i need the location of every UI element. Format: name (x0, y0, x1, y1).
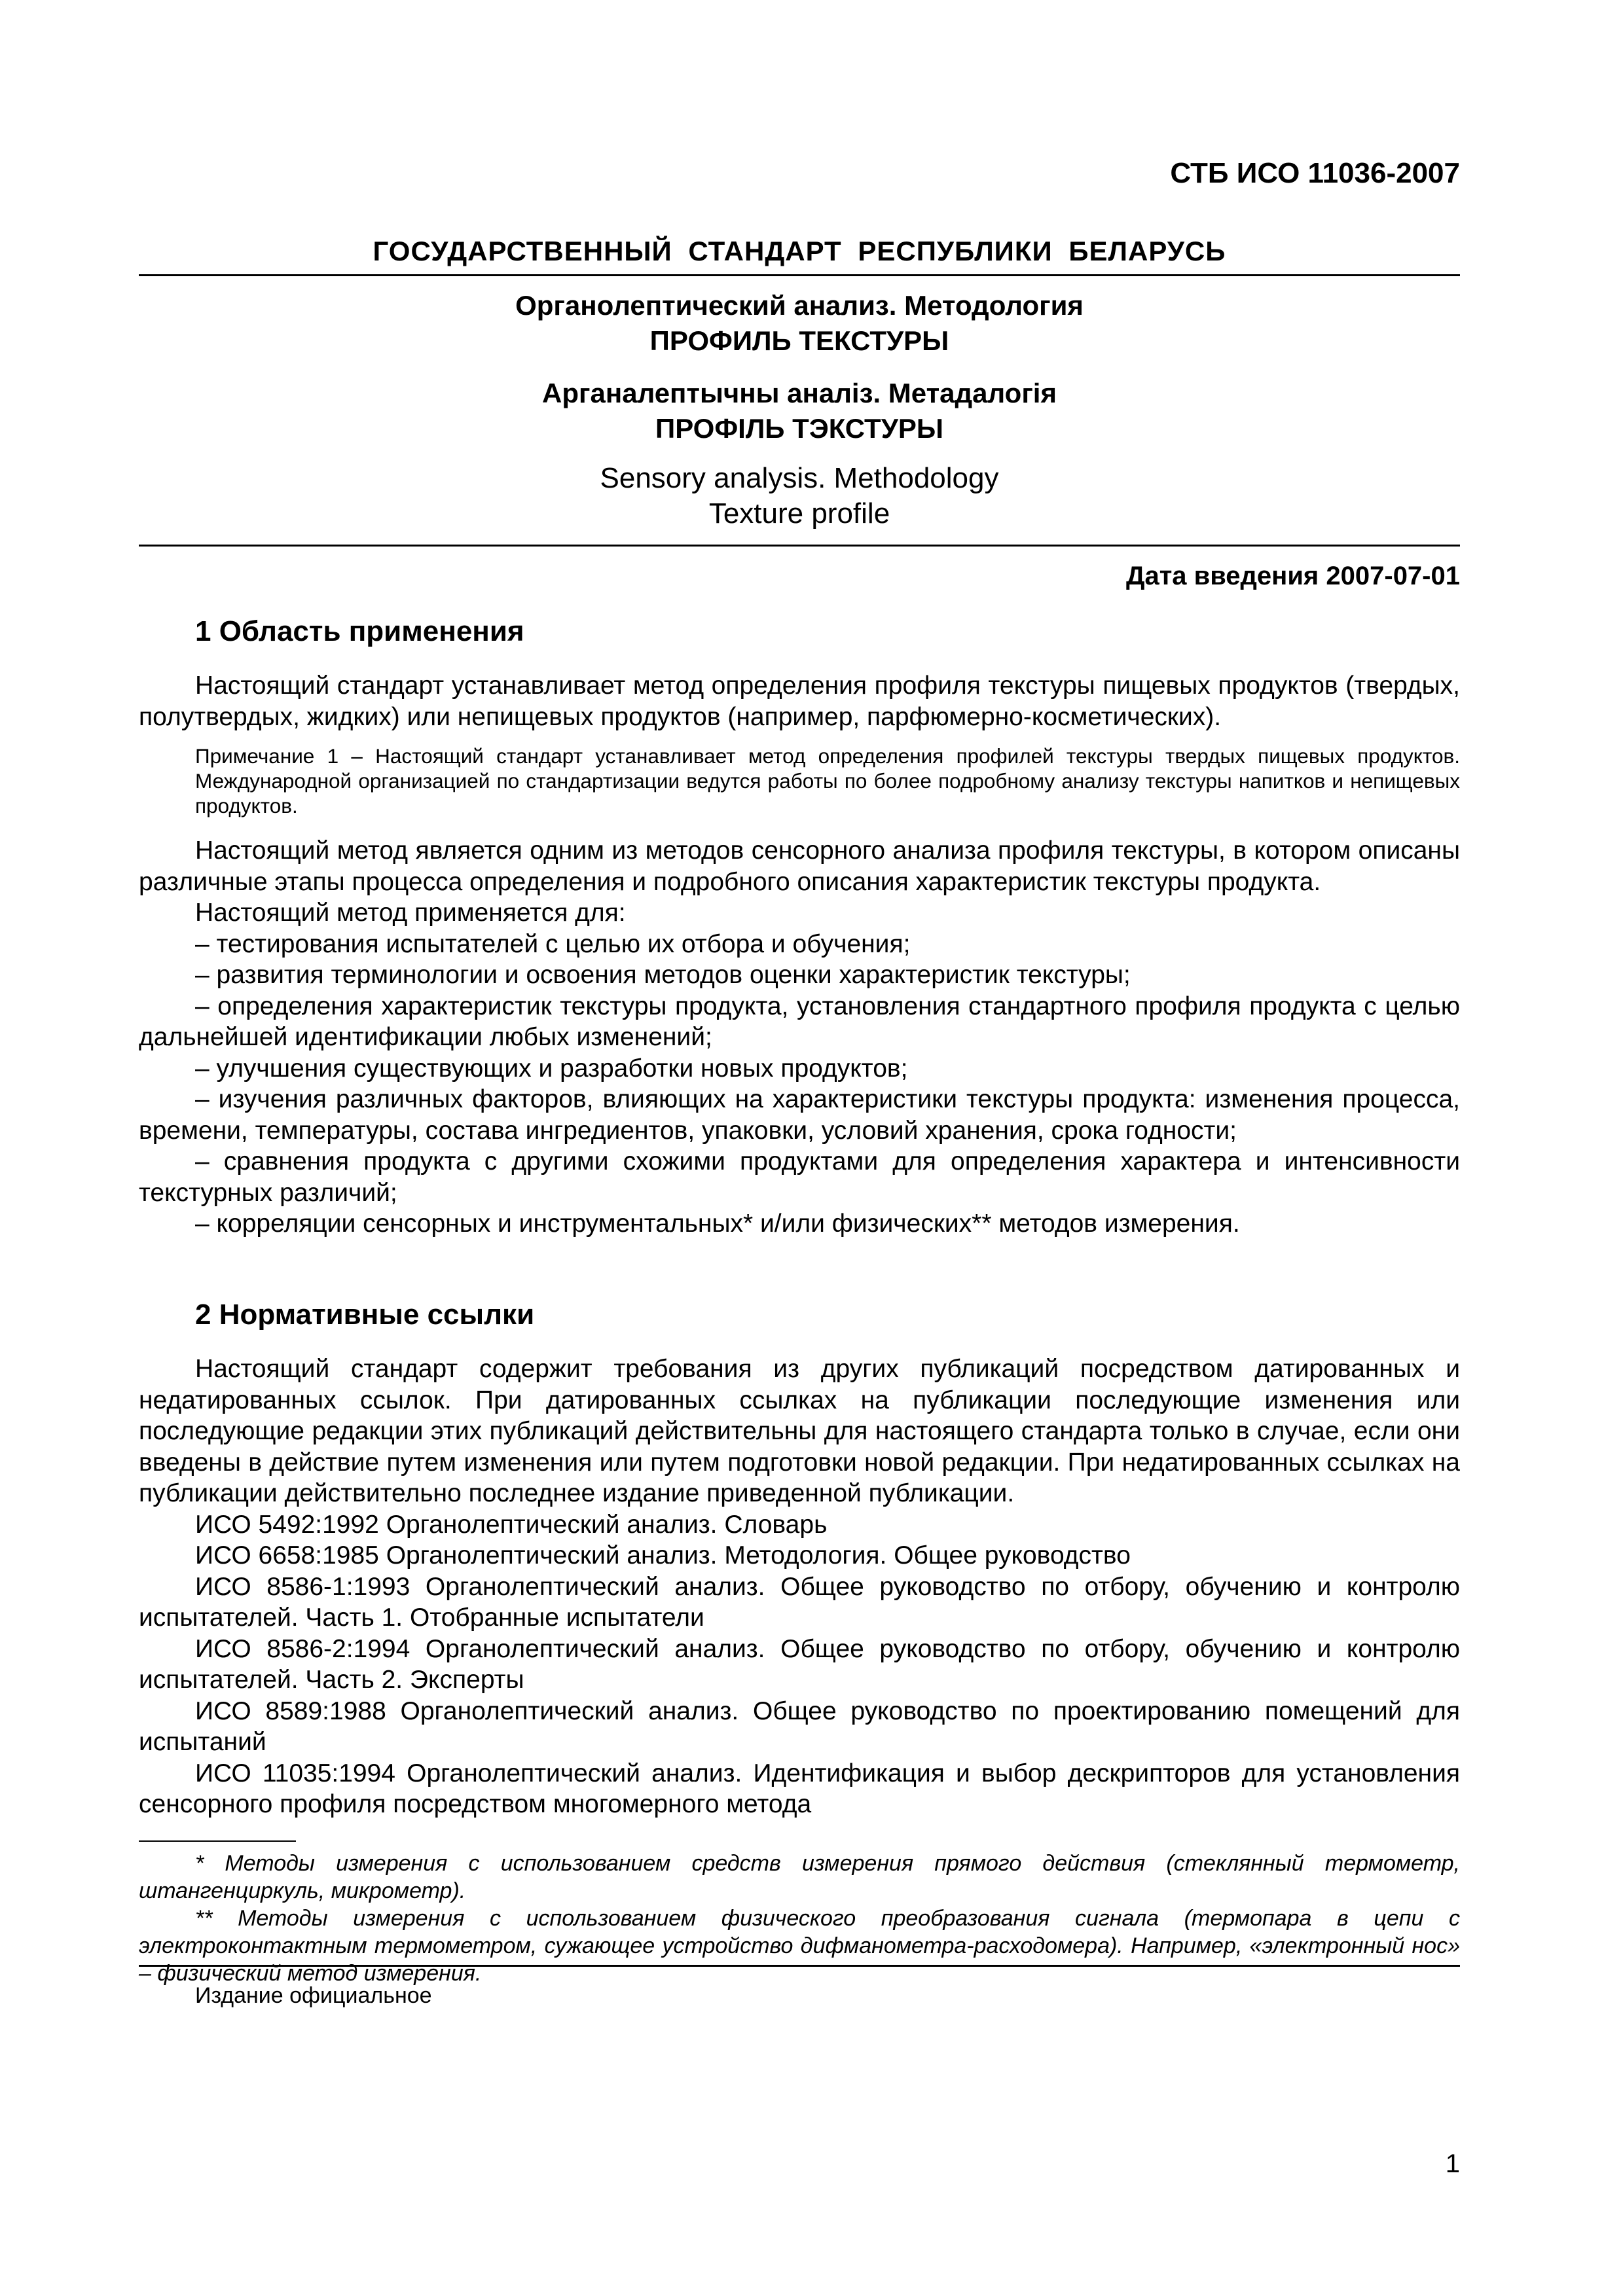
section-1-intro (139, 670, 1460, 732)
paragraph: Настоящий стандарт устанавливает метод определения профиля текстуры пищевых продуктов (твердых, полутвердых, жидких) или непищевых продуктов (например, парфюмерно-косметических). (139, 672, 1460, 731)
title-english-line1: Sensory analysis. Methodology (600, 462, 999, 494)
title-russian-line2: ПРОФИЛЬ ТЕКСТУРЫ (649, 325, 949, 356)
title-belarusian-line1: Арганалептычны аналіз. Метадалогія (542, 378, 1057, 408)
divider-titles (139, 545, 1460, 547)
title-belarusian-line2: ПРОФІЛЬ ТЭКСТУРЫ (655, 413, 943, 444)
document-number: СТБ ИСО 11036-2007 (1170, 157, 1460, 189)
title-english-line2: Texture profile (708, 497, 890, 529)
reference-item: ИСО 8589:1988 Органолептический анализ. Общее руководство по проектированию помещений для испытаний (139, 1696, 1460, 1756)
divider-bottom (139, 1965, 1460, 1967)
list-item: – изучения различных факторов, влияющих на характеристики текстуры продукта: изменения процесса, времени, температуры, состава ингредиентов, упаковки, условий хранения, срока годности; (139, 1085, 1460, 1145)
reference-item: ИСО 6658:1985 Органолептический анализ. Методология. Общее руководство (195, 1541, 1131, 1570)
footnote: * Методы измерения с использованием средств измерения прямого действия (стеклянный термометр, штангенциркуль, микрометр). (139, 1851, 1460, 1903)
reference-item: ИСО 8586-2:1994 Органолептический анализ. Общее руководство по отбору, обучению и контролю испытателей. Часть 2. Эксперты (139, 1634, 1460, 1694)
section-1-title: 1 Область применения (195, 615, 524, 647)
footnote-separator (139, 1840, 296, 1842)
edition-label: Издание официальное (195, 1983, 432, 2008)
list-item: – тестирования испытателей с целью их отбора и обучения; (195, 929, 911, 958)
introduction-date: Дата введения 2007-07-01 (1125, 562, 1460, 590)
paragraph: Настоящий метод является одним из методов сенсорного анализа профиля текстуры, в котором описаны различные этапы процесса определения и подробного описания характеристик текстуры продукта. (139, 836, 1460, 896)
section-1-body (139, 835, 1460, 1240)
list-item: – сравнения продукта с другими схожими продуктами для определения характера и интенсивности текстурных различий; (139, 1147, 1460, 1207)
reference-item: ИСО 11035:1994 Органолептический анализ. Идентификация и выбор дескрипторов для установления сенсорного профиля посредством многомерного метода (139, 1759, 1460, 1818)
list-item: – улучшения существующих и разработки новых продуктов; (195, 1054, 908, 1083)
note-text: Примечание 1 – Настоящий стандарт устанавливает метод определения профилей текстуры твердых пищевых продуктов. Международной организацией по стандартизации ведутся работы по более подробному анализу текстуры напитков и непищевых продуктов. (195, 744, 1460, 817)
page-number: 1 (1445, 2149, 1460, 2178)
list-item: – определения характеристик текстуры продукта, установления стандартного профиля продукта с целью дальнейшей идентификации любых изменений; (139, 992, 1460, 1051)
list-item: – развития терминологии и освоения методов оценки характеристик текстуры; (195, 961, 1131, 989)
state-standard-heading: ГОСУДАРСТВЕННЫЙ СТАНДАРТ РЕСПУБЛИКИ БЕЛАРУСЬ (373, 236, 1226, 266)
title-russian-line1: Органолептический анализ. Методология (515, 290, 1084, 321)
note-1 (195, 744, 1460, 818)
paragraph: Настоящий стандарт содержит требования из других публикаций посредством датированных и недатированных ссылок. При датированных ссылках на публикации последующие изменения или последующие редакции этих публикаций действительны для настоящего стандарта только в случае, если они введены в действие путем изменения или путем подготовки новой редакции. При недатированных ссылках на публикации действительно последнее издание приведенной публикации. (139, 1355, 1460, 1507)
section-2-body (139, 1354, 1460, 1820)
footnote: ** Методы измерения с использованием физического преобразования сигнала (термопара в цепи с электроконтактным термометром, сужающее устройство дифманометра-расходомера). Например, «электронный нос» – физический метод измерения. (139, 1906, 1460, 1986)
section-2-title: 2 Нормативные ссылки (195, 1299, 535, 1331)
reference-item: ИСО 8586-1:1993 Органолептический анализ. Общее руководство по отбору, обучению и контролю испытателей. Часть 1. Отобранные испытатели (139, 1572, 1460, 1632)
reference-item: ИСО 5492:1992 Органолептический анализ. Словарь (195, 1510, 828, 1539)
divider-top (139, 274, 1460, 276)
paragraph: Настоящий метод применяется для: (195, 899, 626, 927)
list-item: – корреляции сенсорных и инструментальных* и/или физических** методов измерения. (195, 1210, 1240, 1238)
